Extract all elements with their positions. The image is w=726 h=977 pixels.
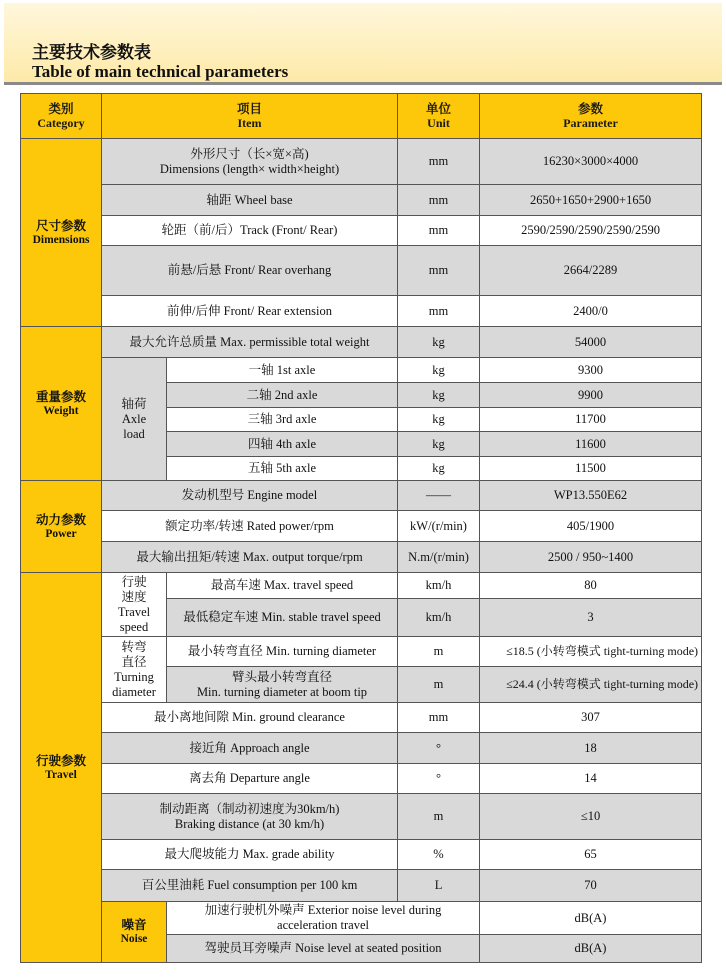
table-row: 接近角 Approach angle ° 18 (21, 733, 702, 764)
table-row: 尺寸参数 Dimensions 外形尺寸（长×宽×高) Dimensions (length× width×height) mm 16230×3000×4000 (21, 139, 702, 185)
header-item: 项目 Item (102, 94, 398, 139)
table-header-row (21, 94, 702, 139)
table-row: 臂头最小转弯直径 Min. turning diameter at boom tip m ≤24.4 (小转弯模式 tight-turning mode) (21, 667, 702, 703)
table-row: 轴荷 Axle load 一轴 1st axle kg 9300 (21, 358, 702, 383)
table-row: 最小离地间隙 Min. ground clearance mm 307 (21, 703, 702, 733)
table-row: 动力参数 Power 发动机型号 Engine model —— WP13.550E62 (21, 481, 702, 511)
header-category: 类别 Category (21, 94, 102, 139)
table-row: 百公里油耗 Fuel consumption per 100 km L 70 (21, 870, 702, 902)
table-row: 制动距离（制动初速度为30km/h) Braking distance (at 30 km/h) m ≤10 (21, 794, 702, 840)
table-row: 三轴 3rd axle kg 11700 (21, 408, 702, 432)
table-row: 最大爬坡能力 Max. grade ability % 65 (21, 840, 702, 870)
category-power: 动力参数 Power (21, 481, 102, 573)
subgroup-axle-load: 轴荷 Axle load (102, 358, 167, 481)
parameters-table (20, 93, 702, 963)
category-noise: 噪音 Noise (102, 902, 167, 963)
table-row: 额定功率/转速 Rated power/rpm kW/(r/min) 405/1900 (21, 511, 702, 542)
table-row: 行驶参数 Travel 行驶 速度 Travel speed 最高车速 Max. travel speed km/h 80 (21, 573, 702, 599)
table-row: 二轴 2nd axle kg 9900 (21, 383, 702, 408)
table-row: 轴距 Wheel base mm 2650+1650+2900+1650 (21, 185, 702, 216)
table-row: 前悬/后悬 Front/ Rear overhang mm 2664/2289 (21, 246, 702, 296)
header-parameter: 参数 Parameter (480, 94, 702, 139)
header-unit: 单位 Unit (398, 94, 480, 139)
table-row: 离去角 Departure angle ° 14 (21, 764, 702, 794)
table-row: 最低稳定车速 Min. stable travel speed km/h 3 (21, 599, 702, 637)
table-row: 最大输出扭矩/转速 Max. output torque/rpm N.m/(r/min) 2500 / 950~1400 (21, 542, 702, 573)
page-header (4, 3, 722, 85)
table-row: 驾驶员耳旁噪声 Noise level at seated position dB(A) (21, 935, 702, 963)
category-weight: 重量参数 Weight (21, 327, 102, 481)
table-row: 轮距（前/后）Track (Front/ Rear) mm 2590/2590/2590/2590/2590 (21, 216, 702, 246)
table-row: 四轴 4th axle kg 11600 (21, 432, 702, 457)
subgroup-travel-speed: 行驶 速度 Travel speed (102, 573, 167, 637)
title-en: Table of main technical parameters (32, 62, 289, 81)
category-travel: 行驶参数 Travel (21, 573, 102, 963)
category-dimensions: 尺寸参数 Dimensions (21, 139, 102, 327)
header-divider (4, 82, 722, 85)
subgroup-turning-diameter: 转弯 直径 Turning diameter (102, 637, 167, 703)
title-zh: 主要技术参数表 (32, 43, 151, 63)
table-row: 噪音 Noise 加速行驶机外噪声 Exterior noise level during acceleration travel dB(A) (21, 902, 702, 935)
table-row: 前伸/后伸 Front/ Rear extension mm 2400/0 (21, 296, 702, 327)
table-row: 转弯 直径 Turning diameter 最小转弯直径 Min. turning diameter m ≤18.5 (小转弯模式 tight-turning mode) (21, 637, 702, 667)
table-row: 五轴 5th axle kg 11500 (21, 457, 702, 481)
table-row: 重量参数 Weight 最大允许总质量 Max. permissible total weight kg 54000 (21, 327, 702, 358)
